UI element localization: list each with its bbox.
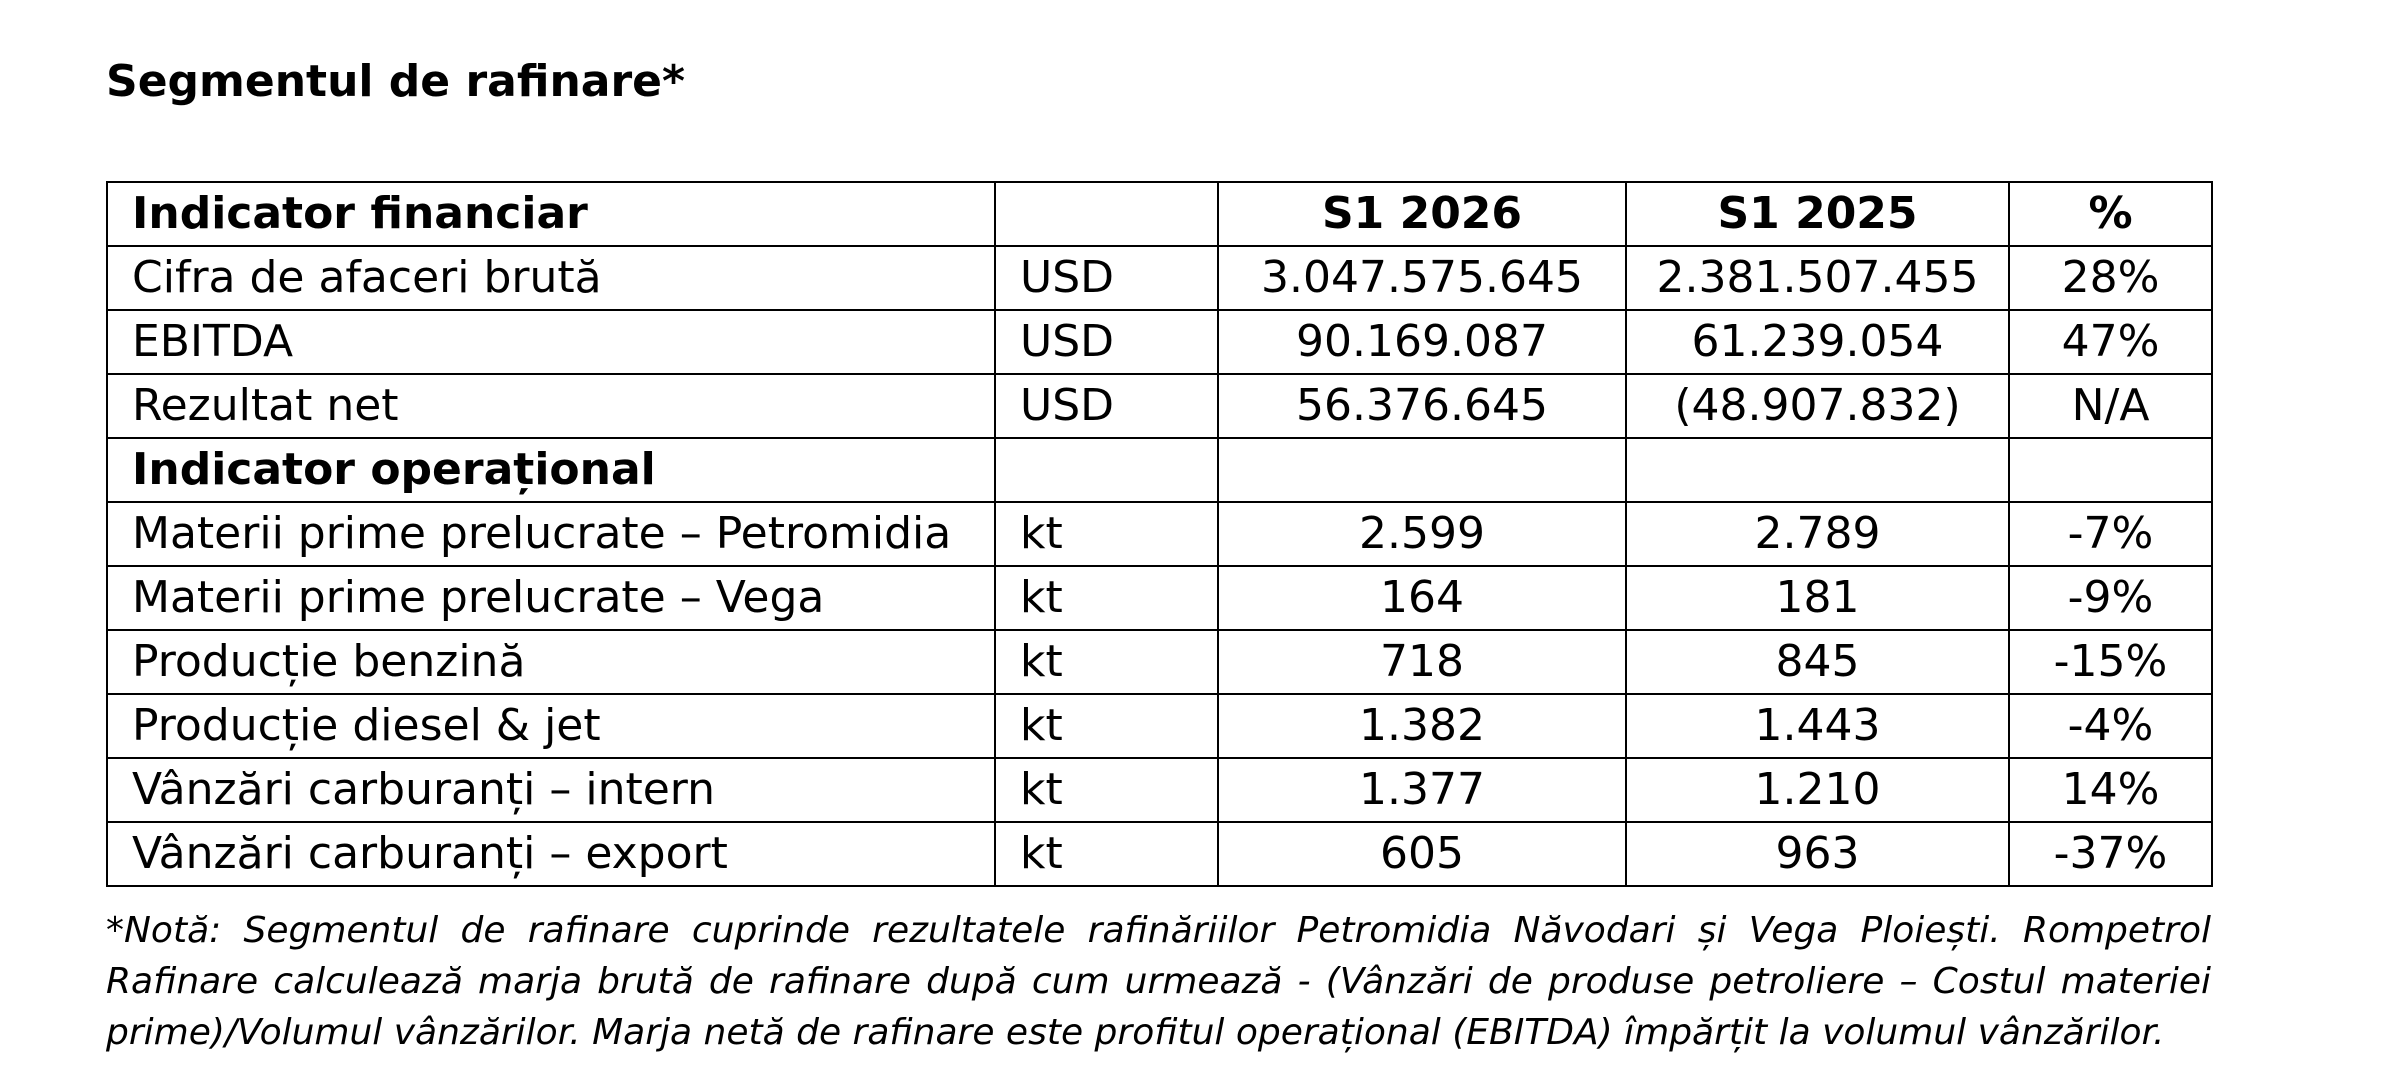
- table-row: [107, 502, 2212, 566]
- row-percent: -37%: [2009, 822, 2212, 886]
- row-percent: 28%: [2009, 246, 2212, 310]
- row-label: Materii prime prelucrate – Vega: [107, 566, 995, 630]
- header-percent: %: [2009, 182, 2212, 246]
- row-value-s1-2025: 963: [1626, 822, 2009, 886]
- row-value-s1-2026: [1218, 438, 1626, 502]
- row-label: Cifra de afaceri brută: [107, 246, 995, 310]
- row-unit: kt: [995, 758, 1218, 822]
- row-unit: kt: [995, 630, 1218, 694]
- row-value-s1-2026: 164: [1218, 566, 1626, 630]
- row-value-s1-2025: 1.443: [1626, 694, 2009, 758]
- header-unit: [995, 182, 1218, 246]
- row-percent: 47%: [2009, 310, 2212, 374]
- row-percent: 14%: [2009, 758, 2212, 822]
- row-value-s1-2025: 61.239.054: [1626, 310, 2009, 374]
- row-unit: USD: [995, 310, 1218, 374]
- row-value-s1-2025: 845: [1626, 630, 2009, 694]
- table-row: [107, 246, 2212, 310]
- table-row: [107, 694, 2212, 758]
- section-label-operational: Indicator operațional: [107, 438, 995, 502]
- row-label: EBITDA: [107, 310, 995, 374]
- row-label: Producție diesel & jet: [107, 694, 995, 758]
- table-row: [107, 822, 2212, 886]
- row-value-s1-2025: 2.789: [1626, 502, 2009, 566]
- row-percent: -7%: [2009, 502, 2212, 566]
- row-percent: [2009, 438, 2212, 502]
- row-value-s1-2025: 181: [1626, 566, 2009, 630]
- row-unit: kt: [995, 694, 1218, 758]
- row-percent: N/A: [2009, 374, 2212, 438]
- row-label: Rezultat net: [107, 374, 995, 438]
- row-value-s1-2026: 1.377: [1218, 758, 1626, 822]
- row-unit: [995, 438, 1218, 502]
- row-label: Vânzări carburanți – export: [107, 822, 995, 886]
- row-unit: USD: [995, 246, 1218, 310]
- row-percent: -15%: [2009, 630, 2212, 694]
- row-value-s1-2026: 90.169.087: [1218, 310, 1626, 374]
- table-section-row: [107, 438, 2212, 502]
- row-unit: kt: [995, 502, 1218, 566]
- table-header-row: [107, 182, 2212, 246]
- row-value-s1-2026: 56.376.645: [1218, 374, 1626, 438]
- row-unit: kt: [995, 822, 1218, 886]
- footnote: *Notă: Segmentul de rafinare cuprinde rezultatele rafinăriilor Petromidia Năvodari și Vega Ploiești. Rompetrol Rafinare calculează marja brută de rafinare după cum urmează - (Vânzări de produse petroliere – Costul materiei prime)/Volumul vânzărilor. Marja netă de rafinare este profitul operațional (EBITDA) împărțit la volumul vânzărilor.: [106, 910, 2211, 1053]
- table-row: [107, 630, 2212, 694]
- row-value-s1-2025: [1626, 438, 2009, 502]
- row-value-s1-2026: 605: [1218, 822, 1626, 886]
- row-value-s1-2026: 3.047.575.645: [1218, 246, 1626, 310]
- row-label: Vânzări carburanți – intern: [107, 758, 995, 822]
- table-row: [107, 374, 2212, 438]
- row-value-s1-2026: 2.599: [1218, 502, 1626, 566]
- row-value-s1-2025: 2.381.507.455: [1626, 246, 2009, 310]
- section-heading: Segmentul de rafinare*: [106, 56, 686, 107]
- row-value-s1-2025: (48.907.832): [1626, 374, 2009, 438]
- row-value-s1-2026: 718: [1218, 630, 1626, 694]
- row-value-s1-2025: 1.210: [1626, 758, 2009, 822]
- row-unit: USD: [995, 374, 1218, 438]
- header-s1-2026: S1 2026: [1218, 182, 1626, 246]
- row-unit: kt: [995, 566, 1218, 630]
- table-row: [107, 310, 2212, 374]
- table-row: [107, 566, 2212, 630]
- row-label: Materii prime prelucrate – Petromidia: [107, 502, 995, 566]
- row-label: Producție benzină: [107, 630, 995, 694]
- table-row: [107, 758, 2212, 822]
- row-percent: -4%: [2009, 694, 2212, 758]
- header-s1-2025: S1 2025: [1626, 182, 2009, 246]
- header-indicator: Indicator financiar: [107, 182, 995, 246]
- refining-indicators-table: [106, 181, 2213, 887]
- row-percent: -9%: [2009, 566, 2212, 630]
- row-value-s1-2026: 1.382: [1218, 694, 1626, 758]
